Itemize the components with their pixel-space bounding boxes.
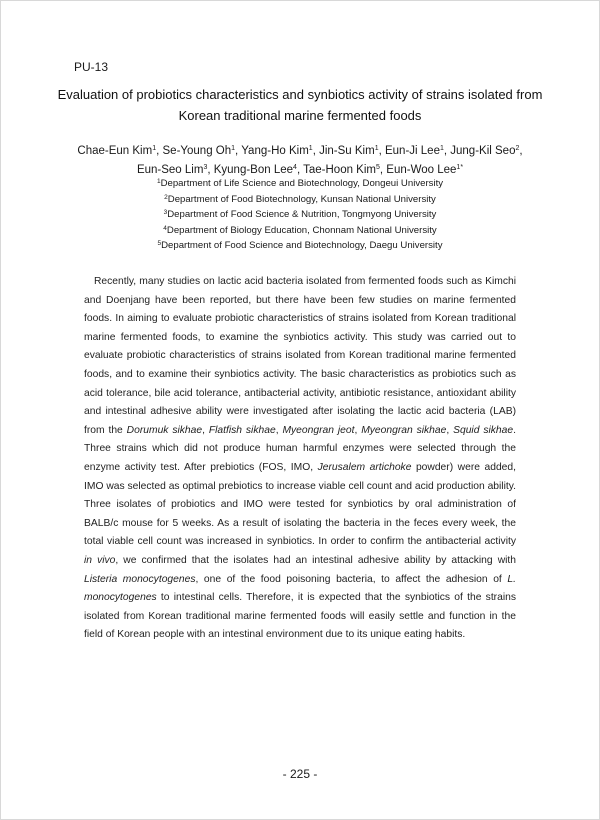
- abstract-text: to intestinal cells. Therefore, it is expected that the synbiotics of the strains isolated from Korean traditional marine fermented foods will easily settle and function in the field of Korean people with an intestinal environment due to its unique eating habits.: [84, 592, 516, 641]
- abstract-italic-term: Squid sikhae: [453, 424, 514, 436]
- author-name: Tae-Hoon Kim: [303, 164, 376, 176]
- affiliation-item: [74, 176, 526, 192]
- abstract-text: Recently, many studies on lactic acid bacteria isolated from fermented foods such as Kimchi and Doenjang have been reported, but there have been few studies on marine fermented foods. In aiming to evaluate probiotic characteristics of strains isolated from Korean traditional marine fermented foods, to examine the synbiotics activity. This study was carried out to evaluate probiotic characteristics of strains isolated from Korean traditional marine fermented foods, and to examine their synbiotics activity. The basic characteristics as probiotics such as acid tolerance, bile acid tolerance, antibacterial activity, antibiotic resistance, antioxidant ability and intestinal adhesive ability were investigated after isolating the lactic acid bacteria (LAB) from the: [84, 276, 516, 436]
- abstract-italic-term: L. monocytogenes: [84, 573, 516, 604]
- affiliation-number: 1: [156, 178, 161, 185]
- affiliation-item: [74, 238, 526, 254]
- affiliation-item: [74, 223, 526, 239]
- author-affiliation-mark: 5: [376, 164, 380, 171]
- abstract-text: ,: [275, 424, 283, 436]
- affiliation-number: 3: [163, 209, 168, 216]
- author-name: Jin-Su Kim: [319, 145, 375, 157]
- abstract-text: powder) were added, IMO was selected as optimal prebiotics to increase viable cell count and acid production ability. Three isolates of probiotics and IMO were tested for synbiotics by oral administration of BALB/c mouse for 5 weeks. As a result of isolating the bacteria in the feces every week, the total viable cell count was increased in synbiotics. In order to confirm the antibacterial activity: [84, 461, 516, 548]
- abstract-text: , we confirmed that the isolates had an intestinal adhesive ability by attacking with: [115, 554, 516, 566]
- title-line-2: Korean traditional marine fermented foods: [178, 108, 422, 123]
- affiliation-number: 2: [164, 193, 168, 201]
- author-list: Chae-Eun Kim$^1$, Se-Young Oh$^1$, Yang-Ho Kim$^1$, Jin-Su Kim$^1$, Eun-Ji Lee$^1$, Jung-Kil Seo$^2$, Eun-Seo Lim$^3$, Kyung-Bon Lee$^4$, Tae-Hoon Kim$^5$, Eun-Woo Lee$^{1*}$: [77, 145, 523, 176]
- abstract-italic-term: in vivo: [84, 554, 116, 566]
- affiliation-item: [74, 207, 526, 223]
- abstract-text: , one of the food poisoning bacteria, to affect the adhesion of: [195, 573, 508, 585]
- author-name: Eun-Woo Lee: [386, 164, 457, 176]
- affiliation-list: [74, 176, 526, 254]
- author-affiliation-mark: 2: [515, 145, 520, 152]
- author-affiliation-mark: 1*: [456, 164, 464, 171]
- affiliation-text: Department of Food Science and Biotechnology, Daegu University: [161, 240, 443, 251]
- paper-title: [40, 84, 560, 126]
- author-affiliation-mark: 1: [308, 145, 313, 152]
- title-line-1: Evaluation of probiotics characteristics and synbiotics activity of strains isolated from: [57, 87, 543, 102]
- abstract-italic-term: Dorumuk sikhae: [126, 424, 203, 436]
- presentation-code: PU-13: [74, 60, 109, 74]
- abstract-italic-term: Jerusalem artichoke: [317, 461, 412, 473]
- author-affiliation-mark: 3: [203, 164, 208, 171]
- abstract-italic-term: Flatfish sikhae: [208, 424, 276, 436]
- abstract-text: . Three strains which did not produce human harmful enzymes were selected through the enzyme activity test. After prebiotics (FOS, IMO,: [84, 424, 516, 473]
- affiliation-text: Department of Biology Education, Chonnam National University: [166, 224, 437, 236]
- author-name: Jung-Kil Seo: [450, 145, 516, 157]
- page-number: - 225 -: [282, 767, 318, 781]
- abstract-text: ,: [202, 424, 209, 436]
- abstract-italic-term: Myeongran jeot: [282, 424, 355, 436]
- author-name: Chae-Eun Kim: [77, 145, 153, 157]
- affiliation-number: 5: [157, 240, 162, 247]
- abstract-italic-term: Myeongran sikhae: [361, 424, 447, 436]
- author-name: Eun-Ji Lee: [384, 145, 440, 157]
- abstract-text: ,: [354, 424, 362, 436]
- affiliation-item: [74, 192, 526, 208]
- abstract-text: ,: [446, 424, 454, 436]
- author-name: Se-Young Oh: [162, 145, 232, 157]
- affiliation-text: Department of Food Biotechnology, Kunsan National University: [167, 193, 436, 205]
- author-name: Kyung-Bon Lee: [213, 164, 294, 176]
- author-name: Yang-Ho Kim: [241, 145, 309, 157]
- author-name: Eun-Seo Lim: [136, 164, 204, 176]
- affiliation-number: 4: [163, 224, 167, 232]
- author-affiliation-mark: 1: [231, 145, 236, 152]
- author-affiliation-mark: 1: [152, 145, 157, 152]
- author-affiliation-mark: 1: [374, 145, 379, 152]
- author-affiliation-mark: 1: [439, 145, 444, 152]
- author-affiliation-mark: 4: [293, 164, 297, 171]
- abstract-paragraph: [84, 273, 516, 645]
- affiliation-text: Department of Food Science & Nutrition, Tongmyong University: [167, 209, 437, 220]
- affiliation-text: Department of Life Science and Biotechnology, Dongeui University: [160, 178, 444, 189]
- abstract-italic-term: Listeria monocytogenes: [84, 573, 196, 585]
